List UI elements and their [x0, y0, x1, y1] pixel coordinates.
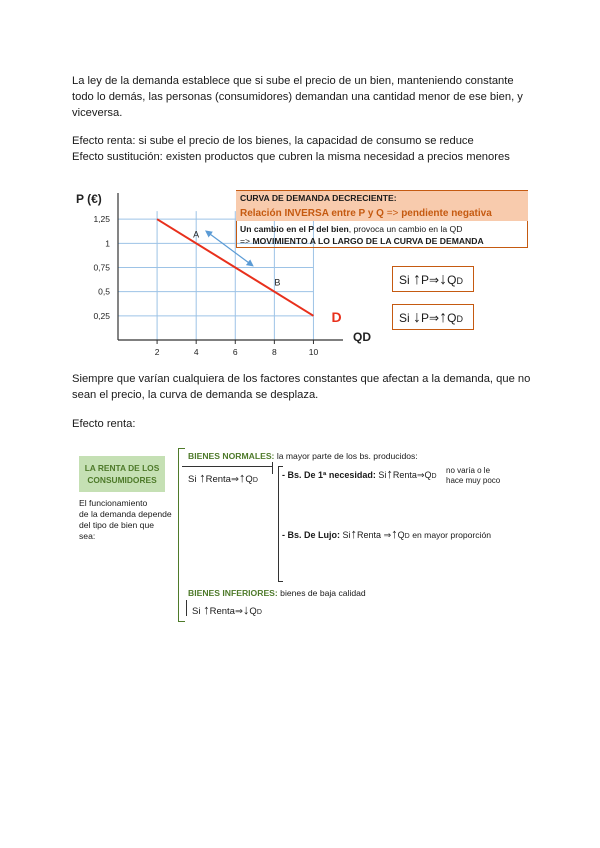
effect-renta-text: Efecto renta: si sube el precio de los bienes, la capacidad de consumo se reduce [72, 135, 474, 147]
renta-heading: Efecto renta: [72, 418, 136, 430]
normales-desc: la mayor parte de los bs. producidos: [276, 451, 418, 461]
normales-underline [182, 466, 272, 467]
up-arrow-icon: ↑ [350, 526, 358, 541]
necesidad-row: - Bs. De 1ª necesidad: Si↑Renta⇒QD [282, 466, 437, 481]
normales-row [188, 451, 418, 461]
necesidad-result: no varía o le hace muy poco [446, 466, 501, 485]
inferiores-divider [186, 600, 191, 616]
implies-arrow-icon: ⇒ [416, 470, 425, 480]
demand-box-title: CURVA DE DEMANDA DECRECIENTE: [240, 193, 397, 203]
shift-line-1: Siempre que varían cualquiera de los factores constantes que afectan a la demanda, que no [72, 373, 531, 385]
inferiores-row [188, 588, 366, 598]
relation-suffix: pendiente negativa [401, 208, 492, 219]
y-tick-label: 0,25 [93, 310, 110, 321]
lujo-row: - Bs. De Lujo: Si↑Renta ⇒↑QD en mayor proporción [282, 526, 492, 541]
shift-paragraph [72, 371, 532, 403]
demand-box-title-row [236, 191, 528, 206]
intro-line-1: La ley de la demanda establece que si sube el precio de un bien, manteniendo constante [72, 75, 514, 87]
sub-bracket [278, 466, 283, 582]
y-tick-label: 0,75 [93, 262, 110, 273]
renta-description: El funcionamiento de la demanda depende del tipo de bien que sea: [79, 498, 172, 541]
relation-arrow: => [386, 208, 399, 219]
implies-arrow-icon: ⇒ [383, 530, 392, 540]
x-tick-label: 6 [232, 347, 238, 357]
lujo-label: - Bs. De Lujo: [282, 530, 340, 540]
x-tick-label: 2 [154, 347, 160, 357]
implies-arrow-icon: ⇒ [230, 474, 239, 485]
movement-text: MOVIMIENTO A LO LARGO DE LA CURVA DE DEMANDA [252, 236, 484, 246]
down-arrow-icon: ↓ [439, 271, 448, 288]
movement-arrow: => [240, 236, 251, 246]
change-rest: , provoca un cambio en la QD [348, 224, 463, 234]
up-arrow-icon: ↑ [199, 470, 206, 485]
x-tick-label: 10 [308, 347, 319, 357]
inferiores-rule: Si ↑Renta⇒↓QD [192, 602, 262, 617]
rule-price-down: Si ↓P⇒↑QD [392, 304, 474, 330]
up-arrow-icon: ↑ [386, 466, 393, 481]
up-arrow-icon: ↑ [413, 271, 422, 288]
x-axis-label: QD [353, 330, 371, 344]
demand-box-movement-row [236, 235, 528, 248]
up-arrow-icon: ↑ [439, 309, 448, 326]
point-label: B [274, 277, 281, 288]
change-bold: Un cambio en el P del bien [240, 224, 349, 234]
normales-rule: Si ↑Renta⇒↑QD [188, 470, 258, 485]
shift-line-2: sean el precio, la curva de demanda se desplaza. [72, 389, 319, 401]
normales-label: BIENES NORMALES: [188, 451, 275, 461]
implies-arrow-icon: ⇒ [429, 311, 440, 325]
effects-paragraph [72, 133, 532, 165]
implies-arrow-icon: ⇒ [429, 273, 440, 287]
implies-arrow-icon: ⇒ [234, 606, 243, 617]
renta-box-line-2: CONSUMIDORES [87, 475, 157, 485]
down-arrow-icon: ↓ [413, 309, 422, 326]
up-arrow-icon: ↑ [391, 526, 398, 541]
x-tick-label: 8 [271, 347, 277, 357]
normales-divider [272, 462, 277, 474]
effect-sustitucion-text: Efecto sustitución: existen productos que cubren la misma necesidad a precios menores [72, 151, 510, 163]
up-arrow-icon: ↑ [238, 470, 246, 485]
y-tick-label: 1,25 [93, 214, 110, 225]
rule-price-up: Si ↑P⇒↓QD [392, 266, 474, 292]
intro-line-3: viceversa. [72, 107, 123, 119]
x-tick-label: 4 [193, 347, 199, 357]
up-arrow-icon: ↑ [203, 602, 210, 617]
y-axis-label: P (€) [76, 192, 102, 206]
demand-box-relation-row [236, 206, 528, 221]
lujo-result: en mayor proporción [412, 530, 492, 540]
intro-paragraph [72, 73, 532, 121]
y-tick-label: 0,5 [98, 286, 110, 297]
inferiores-label: BIENES INFERIORES: [188, 588, 278, 598]
y-tick-label: 1 [105, 238, 110, 249]
main-bracket [178, 448, 185, 622]
necesidad-label: - Bs. De 1ª necesidad: [282, 470, 376, 480]
relation-prefix: Relación INVERSA entre P y Q [240, 208, 384, 219]
renta-box [79, 456, 165, 492]
intro-line-2: todo lo demás, las personas (consumidores) demandan una cantidad menor de ese bien, y [72, 91, 523, 103]
renta-box-line-1: LA RENTA DE LOS [84, 463, 160, 473]
inferiores-desc: bienes de baja calidad [280, 588, 366, 598]
point-label: A [193, 229, 200, 240]
down-arrow-icon: ↓ [242, 602, 250, 617]
demand-curve-label: D [331, 308, 342, 325]
